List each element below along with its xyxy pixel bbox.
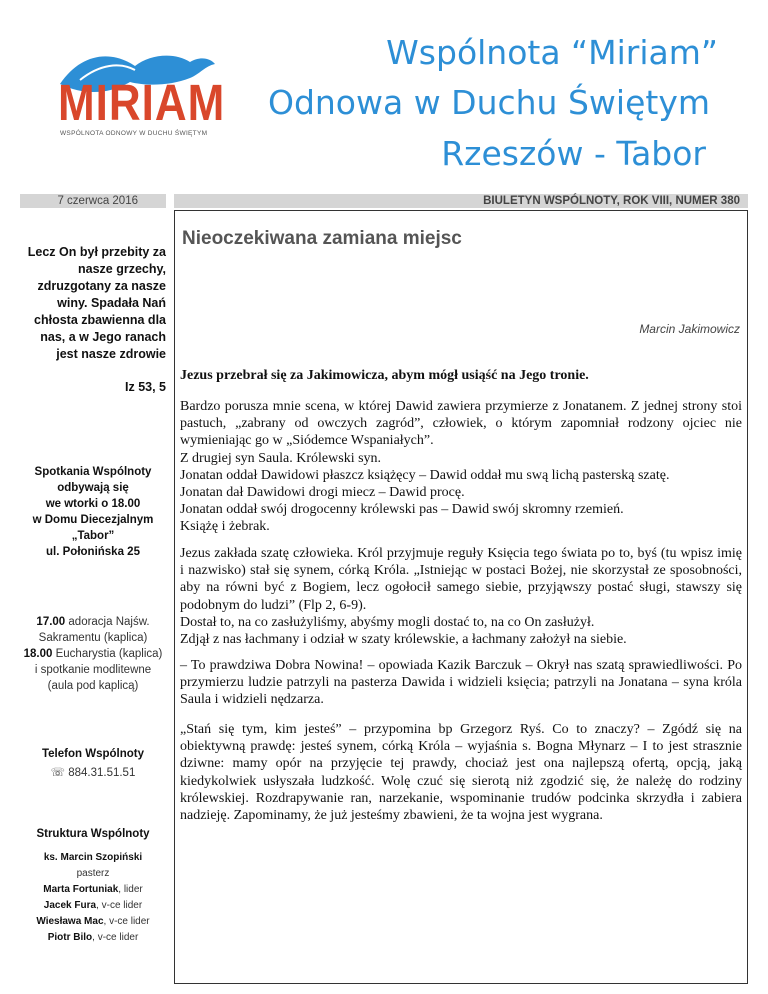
phone-icon: ☏ — [50, 767, 69, 779]
structure-name: Wiesława Mac — [36, 916, 104, 927]
structure-item — [20, 898, 166, 914]
phone-title: Telefon Wspólnoty — [41, 748, 144, 760]
article-paragraph: „Stań się tym, kim jesteś” – przypomina bp Grzegorz Ryś. Co to znaczy? – Zgódź się na obiektywną prawdę: jesteś synem, córką Króla – wyjaśnia s. Bogna Młynarz – I to jest strasznie dziwne: mamy opór na przyjęcie tej prawdy, chociaż jest ona najlepszą ofertą, opcją, jaką kiedykolwiek usłyszała ludzkość. Wolę czuć się sierotą niż zgodzić się, że należę do rodziny królewskiej. Rozdrapywanie ran, narzekanie, wspominanie trudów podcinka skrzydła i zabiera nadzieję. Zapominamy, że już jesteśmy zbawieni, że ta wojna jest wygrana. — [180, 722, 742, 824]
schedule-time: 18.00 — [23, 648, 53, 660]
issue-date: 7 czerwca 2016 — [57, 195, 138, 207]
schedule-time: 17.00 — [36, 616, 66, 628]
bulletin-bar — [174, 194, 748, 208]
structure-name: Marta Fortuniak — [43, 884, 119, 895]
structure-role: , v-ce lider — [92, 932, 139, 943]
schedule-text: Eucharystia (kaplica) — [52, 648, 163, 660]
paragraph-line: Dostał to, na co zasłużyliśmy, abyśmy mogli dostać to, na co On zasłużył. — [180, 614, 595, 630]
paragraph-line: Jonatan oddał Dawidowi płaszcz książęcy – Dawid oddał mu swą lichą pasterską szatę. — [180, 467, 670, 483]
sidebar-quote: Lecz On był przebity za nasze grzechy, zdruzgotany za nasze winy. Spadała Nań chłosta zbawienna dla nas, a w Jego ranach jest nasze zdrowie — [27, 245, 166, 361]
date-bar — [20, 194, 166, 208]
structure-role: pasterz — [76, 868, 110, 879]
structure-role: , v-ce lider — [103, 916, 150, 927]
structure-name: Piotr Bilo — [47, 932, 93, 943]
meetings-line: odbywają się — [57, 482, 129, 494]
meetings-line: we wtorki o 18.00 — [45, 498, 141, 510]
header-title-line3: Rzeszów - Tabor — [441, 134, 706, 173]
paragraph-line: Bardzo porusza mnie scena, w której Dawid zawiera przymierze z Jonatanem. Z jednej strony stoi pastuch, „zabrany od owczych zagród”, człowiek, o którym zapomniał rodzony ojciec nie wymieniając go w „Siódemce Wspaniałych”. — [180, 399, 742, 449]
bulletin-info: BIULETYN WSPÓLNOTY, ROK VIII, NUMER 380 — [483, 195, 740, 207]
logo-subtitle: WSPÓLNOTA ODNOWY W DUCHU ŚWIĘTYM — [60, 130, 208, 137]
article-paragraph: – To prawdziwa Dobra Nowina! – opowiada Kazik Barczuk – Okrył nas szatą sprawiedliwości. Po przymierzu ludzie patrzyli na pasterza Dawida i widzieli księcia; patrzyli na Jonatana – syna króla Saula i widzieli nędzarza. — [180, 658, 742, 708]
structure-item — [20, 866, 166, 882]
schedule-line — [20, 614, 166, 630]
meetings-line: Spotkania Wspólnoty — [34, 466, 152, 478]
schedule-line: i spotkanie modlitewne — [34, 664, 152, 676]
meetings-line: w Domu Diecezjalnym — [32, 514, 154, 526]
phone-number: 884.31.51.51 — [68, 767, 136, 779]
paragraph-line: Jonatan oddał swój drogocenny królewski pas – Dawid swój skromny rzemień. — [180, 502, 624, 518]
structure-item — [20, 930, 166, 946]
structure-name: Jacek Fura — [43, 900, 97, 911]
structure-item — [20, 914, 166, 930]
schedule-line: Sakramentu (kaplica) — [38, 632, 148, 644]
article-title: Nieoczekiwana zamiana miejsc — [182, 228, 462, 249]
structure-item — [20, 850, 166, 866]
paragraph-line: Z drugiej syn Saula. Królewski syn. — [180, 450, 382, 466]
meetings-line: ul. Połonińska 25 — [46, 546, 140, 558]
phone-number-row — [20, 765, 166, 779]
meetings-line: „Tabor” — [71, 530, 115, 542]
structure-list — [20, 850, 166, 946]
article-paragraph — [180, 398, 742, 536]
structure-title: Struktura Wspólnoty — [36, 828, 150, 840]
structure-item — [20, 882, 166, 898]
header-title-line2: Odnowa w Duchu Świętym — [267, 83, 710, 122]
paragraph-line: Jonatan dał Dawidowi drogi miecz – Dawid procę. — [180, 485, 465, 501]
logo-word: MIRIAM — [58, 75, 226, 132]
meetings-info — [20, 464, 166, 560]
sidebar-quote-reference: Iz 53, 5 — [125, 380, 166, 394]
schedule-line: (aula pod kaplicą) — [47, 680, 139, 692]
logo — [50, 44, 226, 144]
structure-role: , lider — [118, 884, 143, 895]
schedule-info — [20, 614, 166, 694]
paragraph-line: Jezus zakłada szatę człowieka. Król przyjmuje reguły Księcia tego świata po to, byś (tu wpisz imię i nazwisko) stał się synem, córką Króla. „Istniejąc w postaci Bożej, nie skorzystał ze sposobności, aby na równi być z Bogiem, lecz ogołocił samego siebie, przyjąwszy postać sługi, stawszy się podobnym do ludzi” (Flp 2, 6-9). — [180, 546, 742, 613]
header-title-line1: Wspólnota “Miriam” — [386, 33, 718, 72]
article-author: Marcin Jakimowicz — [639, 322, 740, 336]
paragraph-line: Książę i żebrak. — [180, 519, 270, 535]
article-lead: Jezus przebrał się za Jakimowicza, abym mógł usiąść na Jego tronie. — [180, 368, 589, 383]
structure-role: , v-ce lider — [96, 900, 143, 911]
paragraph-line: Zdjął z nas łachmany i odział w szaty królewskie, a łachmany założył na siebie. — [180, 632, 627, 648]
article-paragraph — [180, 545, 742, 648]
structure-name: ks. Marcin Szopiński — [43, 852, 143, 863]
schedule-line — [20, 646, 166, 662]
schedule-text: adoracja Najśw. — [65, 616, 150, 628]
